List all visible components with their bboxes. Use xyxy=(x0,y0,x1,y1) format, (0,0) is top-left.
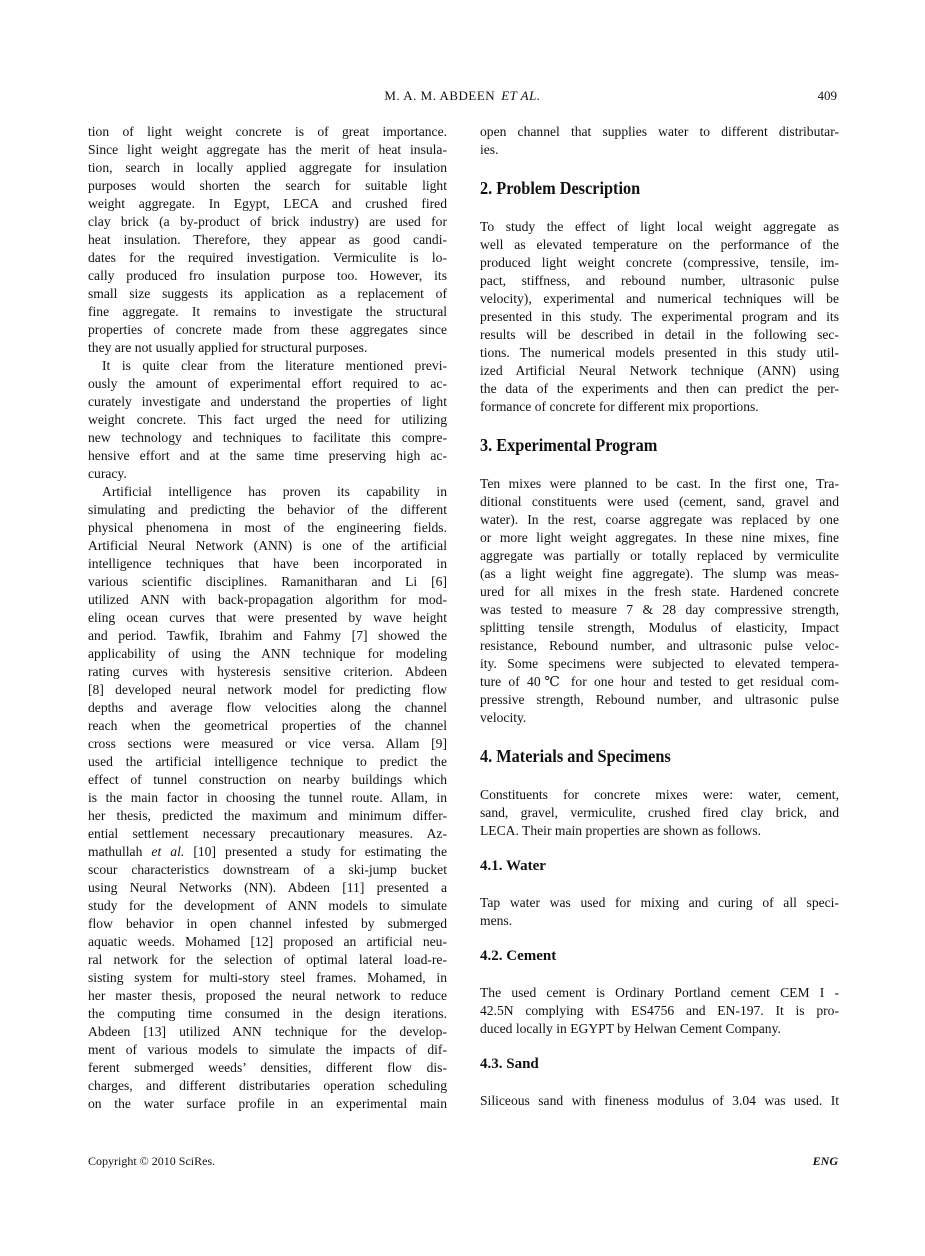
text-line: tions. The numerical models presented in this study util- xyxy=(480,345,839,360)
text-line: simulating and predicting the behavior of the different xyxy=(88,502,447,517)
text-line: fine aggregate. It remains to investigate the structural xyxy=(88,304,447,319)
text-line: velocity), experimental and numerical techniques will be xyxy=(480,291,839,306)
text-line: rating curves with hysteresis sensitive criterion. Abdeen xyxy=(88,664,447,679)
text-line: presented in this study. The experimental program and its xyxy=(480,309,839,324)
running-title xyxy=(0,88,925,104)
text-line: ies. xyxy=(480,142,499,157)
text-line: splitting tensile strength, Modulus of elasticity, Impact xyxy=(480,620,839,635)
text-line: ously the amount of experimental effort required to ac- xyxy=(88,376,447,391)
journal-abbrev: ENG xyxy=(812,1154,838,1168)
text-line: produced light weight concrete (compressive, tensile, im- xyxy=(480,255,839,270)
text-line: used the artificial intelligence technique to predict the xyxy=(88,754,447,769)
text-line: Since light weight aggregate has the merit of heat insula- xyxy=(88,142,447,157)
text-line: pressive strength, Rebound number, and ultrasonic pulse xyxy=(480,692,839,707)
text-line: study for the development of ANN models to simulate xyxy=(88,898,447,913)
text-line: utilized ANN with back-propagation algorithm for mod- xyxy=(88,592,447,607)
text-line: curately investigate and understand the properties of light xyxy=(88,394,447,409)
text-line: ential settlement necessary precautionary measures. Az- xyxy=(88,826,447,841)
text-line: tion of light weight concrete is of great importance. xyxy=(88,124,447,139)
text-line: physical phenomena in most of the engineering fields. xyxy=(88,520,447,535)
italic-text: et al. xyxy=(151,844,185,859)
text-line: mens. xyxy=(480,913,513,928)
right-column xyxy=(480,123,839,1110)
text-line: various scientific disciplines. Ramanitharan and Li [6] xyxy=(88,574,447,589)
text-line: aquatic weeds. Mohamed [12] proposed an artificial neu- xyxy=(88,934,447,949)
left-column xyxy=(88,123,447,1113)
text-line: on the water surface profile in an experimental main xyxy=(88,1096,447,1111)
text-line: Siliceous sand with fineness modulus of 3.04 was used. It xyxy=(480,1093,839,1108)
text-line: ral network for the selection of optimal lateral load-re- xyxy=(88,952,447,967)
text-line: resistance, Rebound number, and ultrasonic pulse veloc- xyxy=(480,638,839,653)
text-line: ditional constituents were used (cement, sand, gravel and xyxy=(480,494,839,509)
text-line: Constituents for concrete mixes were: water, cement, xyxy=(480,787,839,802)
paragraph xyxy=(480,1092,839,1110)
text-line: ture of 40℃ for one hour and tested to get residual com- xyxy=(480,674,839,689)
text-line: ment of various models to simulate the impacts of dif- xyxy=(88,1042,447,1057)
text-line: velocity. xyxy=(480,710,527,725)
text-line: her thesis, predicted the maximum and minimum differ- xyxy=(88,808,447,823)
subsection-heading: 4.3. Sand xyxy=(480,1056,539,1072)
text-line xyxy=(88,843,447,861)
copyright-notice: Copyright © 2010 SciRes. xyxy=(88,1154,216,1168)
text-line: tion, search in locally applied aggregate for insulation xyxy=(88,160,447,175)
paragraph xyxy=(88,357,447,483)
text-line: results will be described in detail in the following sec- xyxy=(480,327,839,342)
text-line: purposes would shorten the search for suitable light xyxy=(88,178,447,193)
section-heading: 3. Experimental Program xyxy=(480,435,658,455)
text-line: the data of the experiments and then can predict the per- xyxy=(480,381,839,396)
paragraph xyxy=(480,894,839,930)
text-line: [8] developed neural network model for predicting flow xyxy=(88,682,447,697)
text-line: sand, gravel, vermiculite, crushed fired clay brick, and xyxy=(480,805,839,820)
text-line: well as elevated temperature on the performance of the xyxy=(480,237,839,252)
text-line: water). In the rest, coarse aggregate was replaced by one xyxy=(480,512,839,527)
subsection-heading: 4.2. Cement xyxy=(480,948,557,964)
text-line: formance of concrete for different mix proportions. xyxy=(480,399,759,414)
text-line: cally produced fro insulation purpose too. However, its xyxy=(88,268,447,283)
text-line: Tap water was used for mixing and curing of all speci- xyxy=(480,895,839,910)
page-number: 409 xyxy=(817,88,837,103)
text-line: ity. Some specimens were subjected to elevated tempera- xyxy=(480,656,839,671)
page-footer xyxy=(88,1154,838,1169)
text-line: Artificial Neural Network (ANN) is one of the artificial xyxy=(88,538,447,553)
text-line: cross sections were measured or vice versa. Allam [9] xyxy=(88,736,447,751)
text-line: Artificial intelligence has proven its capability in xyxy=(102,484,447,499)
text-line: Ten mixes were planned to be cast. In the first one, Tra- xyxy=(480,476,839,491)
paragraph xyxy=(88,123,447,357)
text-line: intelligence techniques that have been incorporated in xyxy=(88,556,447,571)
text-line: (as a light weight fine aggregate). The slump was meas- xyxy=(480,566,839,581)
text-line: effect of tunnel construction on nearby buildings which xyxy=(88,772,447,787)
text-line: weight aggregate. In Egypt, LECA and crushed fired xyxy=(88,196,447,211)
text-line: using Neural Networks (NN). Abdeen [11] presented a xyxy=(88,880,447,895)
text-line: properties of concrete made from these aggregates since xyxy=(88,322,447,337)
text-line: To study the effect of light local weight aggregate as xyxy=(480,219,839,234)
subsection-heading: 4.1. Water xyxy=(480,858,546,874)
paragraph xyxy=(480,786,839,840)
text-line: open channel that supplies water to different distributar- xyxy=(480,124,839,139)
text-line: heat insulation. Therefore, they appear as good candi- xyxy=(88,232,447,247)
text-line: and period. Tawfik, Ibrahim and Fahmy [7] showed the xyxy=(88,628,447,643)
section-heading: 4. Materials and Specimens xyxy=(480,746,671,766)
text-line: applicability of using the ANN technique for modeling xyxy=(88,646,447,661)
text-line: was tested to measure 7 & 28 day compressive strength, xyxy=(480,602,839,617)
text-line: flow behavior in open channel infested by submerged xyxy=(88,916,447,931)
text-line: dates for the required investigation. Vermiculite is lo- xyxy=(88,250,447,265)
text-line: depths and average flow velocities along the channel xyxy=(88,700,447,715)
text-line: eling ocean curves that were presented by wave height xyxy=(88,610,447,625)
paragraph xyxy=(480,984,839,1038)
text-segment: [10] presented a study for estimating the xyxy=(184,844,447,859)
text-line: aggregate was partially or totally replaced by vermiculite xyxy=(480,548,839,563)
text-segment: mathullah xyxy=(88,844,152,859)
paragraph xyxy=(88,483,447,1113)
section-heading: 2. Problem Description xyxy=(480,178,641,198)
paragraph xyxy=(480,475,839,727)
text-line: ized Artificial Neural Network technique (ANN) using xyxy=(480,363,839,378)
text-line: ured for all mixes in the fresh state. Hardened concrete xyxy=(480,584,839,599)
text-line: It is quite clear from the literature mentioned previ- xyxy=(102,358,447,373)
author-names: M. A. M. ABDEEN xyxy=(384,88,496,103)
text-line: her master thesis, proposed the neural network to reduce xyxy=(88,988,447,1003)
text-line: clay brick (a by-product of brick industry) are used for xyxy=(88,214,447,229)
text-line: duced locally in EGYPT by Helwan Cement Company. xyxy=(480,1021,781,1036)
paragraph xyxy=(480,218,839,416)
text-line: curacy. xyxy=(88,466,127,481)
text-line: they are not usually applied for structural purposes. xyxy=(88,340,368,355)
text-line: reach when the geometrical properties of the channel xyxy=(88,718,447,733)
text-line: or more light weight aggregates. In these nine mixes, fine xyxy=(480,530,839,545)
text-line: charges, and different distributaries operation scheduling xyxy=(88,1078,447,1093)
paragraph xyxy=(480,123,839,159)
text-line: is the main factor in choosing the tunnel route. Allam, in xyxy=(88,790,447,805)
text-line: 42.5N complying with ES4756 and EN-197. It is pro- xyxy=(480,1003,839,1018)
et-al: ET AL. xyxy=(501,88,541,103)
text-line: ferent submerged weeds’ densities, different flow dis- xyxy=(88,1060,447,1075)
text-line: The used cement is Ordinary Portland cement CEM I - xyxy=(480,985,839,1000)
text-line: hensive effort and at the same time preserving high ac- xyxy=(88,448,447,463)
text-line: LECA. Their main properties are shown as follows. xyxy=(480,823,762,838)
text-line: new technology and techniques to facilitate this compre- xyxy=(88,430,447,445)
text-line: Abdeen [13] utilized ANN technique for the develop- xyxy=(88,1024,447,1039)
text-line: the computing time consumed in the design iterations. xyxy=(88,1006,447,1021)
text-line: sisting system for multi-story steel frames. Mohamed, in xyxy=(88,970,447,985)
text-line: scour characteristics downstream of a ski-jump bucket xyxy=(88,862,447,877)
text-line: small size suggests its application as a replacement of xyxy=(88,286,447,301)
text-line: pact, stiffness, and rebound number, ultrasonic pulse xyxy=(480,273,839,288)
text-line: weight concrete. This fact urged the need for utilizing xyxy=(88,412,447,427)
